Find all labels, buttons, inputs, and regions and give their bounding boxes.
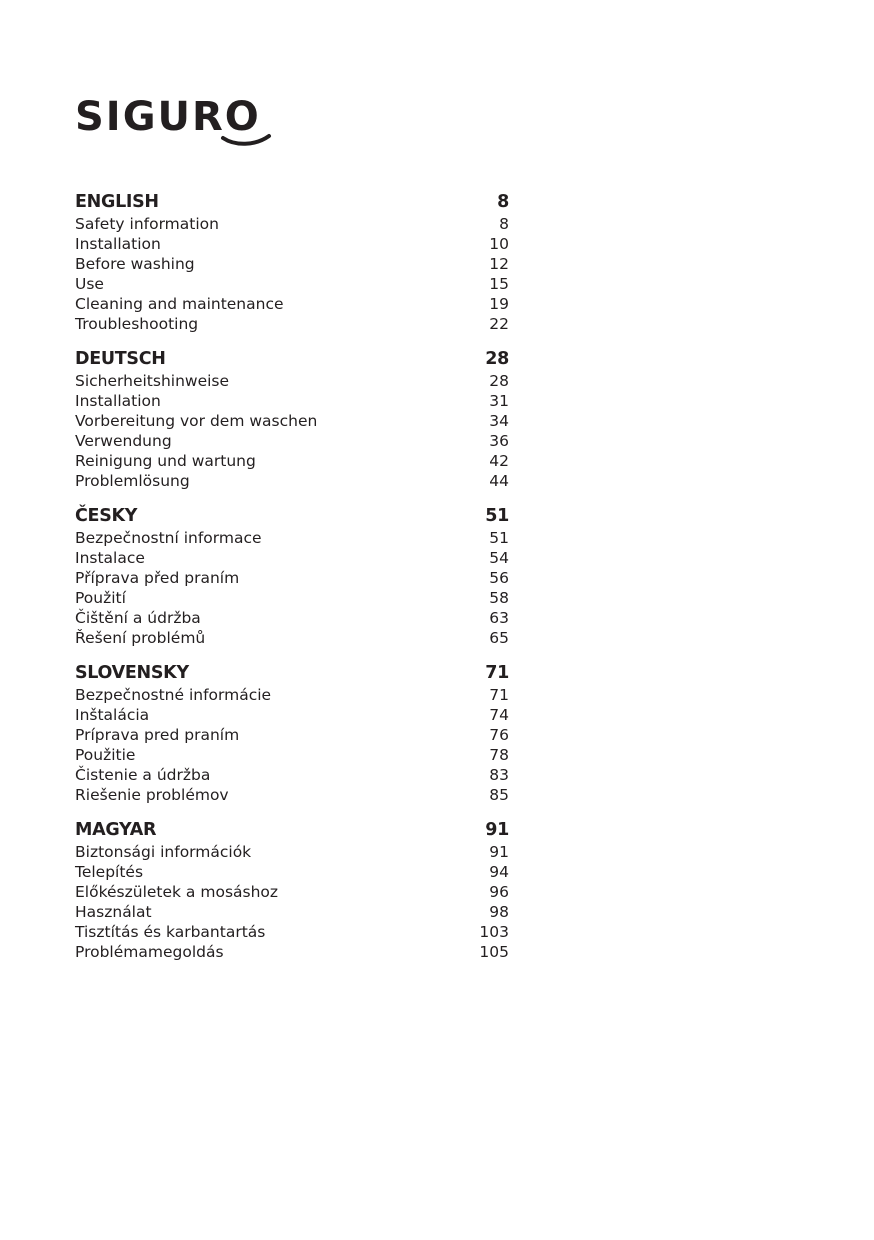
toc-entry-page: 74 bbox=[489, 706, 509, 724]
toc-entry-label: Sicherheitshinweise bbox=[75, 372, 230, 390]
toc-entry[interactable] bbox=[75, 214, 509, 234]
toc-entry-page: 28 bbox=[489, 372, 509, 390]
toc-section-title: MAGYAR bbox=[75, 820, 157, 840]
toc-entry[interactable] bbox=[75, 568, 509, 588]
toc-section-heading[interactable] bbox=[75, 818, 509, 842]
toc-entry-label: Řešení problémů bbox=[75, 629, 206, 647]
brand-logo bbox=[75, 96, 261, 146]
toc-entry-label: Előkészületek a mosáshoz bbox=[75, 883, 279, 901]
toc-entry-label: Bezpečnostní informace bbox=[75, 529, 262, 547]
toc-section-title: DEUTSCH bbox=[75, 349, 166, 369]
toc-entry[interactable] bbox=[75, 548, 509, 568]
toc-entry-page: 54 bbox=[489, 549, 509, 567]
toc-entry-label: Tisztítás és karbantartás bbox=[75, 923, 266, 941]
toc-section-page: 51 bbox=[485, 506, 509, 526]
toc-entry-page: 71 bbox=[489, 686, 509, 704]
toc-entry[interactable] bbox=[75, 862, 509, 882]
toc-entry-page: 10 bbox=[489, 235, 509, 253]
toc-entry-label: Troubleshooting bbox=[75, 315, 199, 333]
toc-entry-label: Použitie bbox=[75, 746, 136, 764]
toc-section-heading[interactable] bbox=[75, 504, 509, 528]
toc-section bbox=[75, 661, 509, 805]
toc-section-heading[interactable] bbox=[75, 347, 509, 371]
toc-entry[interactable] bbox=[75, 765, 509, 785]
toc-entry-label: Bezpečnostné informácie bbox=[75, 686, 272, 704]
toc-entry-label: Čistenie a údržba bbox=[75, 766, 211, 784]
toc-entry[interactable] bbox=[75, 745, 509, 765]
toc-entry-page: 19 bbox=[489, 295, 509, 313]
toc-entry[interactable] bbox=[75, 725, 509, 745]
toc-entry-label: Vorbereitung vor dem waschen bbox=[75, 412, 318, 430]
toc-entry-label: Use bbox=[75, 275, 104, 293]
toc-entry[interactable] bbox=[75, 411, 509, 431]
toc-entry[interactable] bbox=[75, 842, 509, 862]
toc-entry-page: 31 bbox=[489, 392, 509, 410]
toc-entry[interactable] bbox=[75, 431, 509, 451]
toc-entry-label: Problémamegoldás bbox=[75, 943, 224, 961]
toc-entry-label: Reinigung und wartung bbox=[75, 452, 256, 470]
toc-items bbox=[75, 371, 509, 491]
toc-section bbox=[75, 818, 509, 962]
toc-entry[interactable] bbox=[75, 902, 509, 922]
toc-entry-label: Safety information bbox=[75, 215, 219, 233]
toc-entry-page: 78 bbox=[489, 746, 509, 764]
toc-entry-page: 44 bbox=[489, 472, 509, 490]
toc-entry-page: 56 bbox=[489, 569, 509, 587]
toc-entry-label: Cleaning and maintenance bbox=[75, 295, 284, 313]
toc-entry[interactable] bbox=[75, 528, 509, 548]
toc-entry-page: 103 bbox=[479, 923, 509, 941]
toc-entry-label: Inštalácia bbox=[75, 706, 150, 724]
toc-section-heading[interactable] bbox=[75, 190, 509, 214]
toc-entry-page: 58 bbox=[489, 589, 509, 607]
toc-section-page: 8 bbox=[497, 192, 509, 212]
toc-entry-page: 96 bbox=[489, 883, 509, 901]
toc-entry[interactable] bbox=[75, 785, 509, 805]
toc-section-page: 28 bbox=[485, 349, 509, 369]
toc-entry-label: Príprava pred praním bbox=[75, 726, 240, 744]
toc-entry-label: Riešenie problémov bbox=[75, 786, 229, 804]
toc-entry-label: Problemlösung bbox=[75, 472, 190, 490]
toc-entry[interactable] bbox=[75, 922, 509, 942]
toc-entry-page: 36 bbox=[489, 432, 509, 450]
toc-entry-label: Installation bbox=[75, 392, 161, 410]
toc-entry[interactable] bbox=[75, 294, 509, 314]
toc-entry[interactable] bbox=[75, 391, 509, 411]
toc-section-title: SLOVENSKY bbox=[75, 663, 189, 683]
toc-items bbox=[75, 214, 509, 334]
toc-entry-page: 8 bbox=[499, 215, 509, 233]
toc-section-page: 71 bbox=[485, 663, 509, 683]
brand-logo-text: SIGURO bbox=[75, 94, 261, 140]
toc-entry-page: 51 bbox=[489, 529, 509, 547]
toc-entry-page: 63 bbox=[489, 609, 509, 627]
toc-section-title: ČESKY bbox=[75, 506, 138, 526]
toc-entry-label: Instalace bbox=[75, 549, 145, 567]
logo-swoosh-icon bbox=[75, 96, 275, 146]
toc-entry-label: Installation bbox=[75, 235, 161, 253]
toc-entry-label: Čištění a údržba bbox=[75, 609, 201, 627]
toc-entry[interactable] bbox=[75, 234, 509, 254]
toc-entry-page: 76 bbox=[489, 726, 509, 744]
toc-entry-label: Verwendung bbox=[75, 432, 172, 450]
toc-entry-page: 15 bbox=[489, 275, 509, 293]
toc-entry-page: 91 bbox=[489, 843, 509, 861]
toc-section-heading[interactable] bbox=[75, 661, 509, 685]
toc-entry[interactable] bbox=[75, 274, 509, 294]
toc-entry[interactable] bbox=[75, 685, 509, 705]
toc-entry-label: Příprava před praním bbox=[75, 569, 240, 587]
toc-section-title: ENGLISH bbox=[75, 192, 159, 212]
toc-entry-label: Before washing bbox=[75, 255, 195, 273]
toc-entry[interactable] bbox=[75, 371, 509, 391]
toc-entry[interactable] bbox=[75, 882, 509, 902]
toc-entry[interactable] bbox=[75, 705, 509, 725]
toc-entry-page: 42 bbox=[489, 452, 509, 470]
toc-entry-page: 98 bbox=[489, 903, 509, 921]
toc-items bbox=[75, 528, 509, 648]
toc-entry-label: Telepítés bbox=[75, 863, 144, 881]
toc-entry-page: 65 bbox=[489, 629, 509, 647]
toc-section bbox=[75, 190, 509, 334]
toc-entry[interactable] bbox=[75, 451, 509, 471]
toc-entry-label: Použití bbox=[75, 589, 126, 607]
toc-items bbox=[75, 842, 509, 962]
toc-entry-page: 94 bbox=[489, 863, 509, 881]
toc-entry[interactable] bbox=[75, 942, 509, 962]
toc-entry-label: Biztonsági információk bbox=[75, 843, 252, 861]
toc-entry-page: 22 bbox=[489, 315, 509, 333]
toc-entry-page: 34 bbox=[489, 412, 509, 430]
toc-items bbox=[75, 685, 509, 805]
toc-section bbox=[75, 504, 509, 648]
toc-entry[interactable] bbox=[75, 314, 509, 334]
toc-entry[interactable] bbox=[75, 254, 509, 274]
toc-entry[interactable] bbox=[75, 471, 509, 491]
toc-entry[interactable] bbox=[75, 608, 509, 628]
toc-entry-page: 83 bbox=[489, 766, 509, 784]
toc-section bbox=[75, 347, 509, 491]
table-of-contents bbox=[75, 190, 509, 975]
toc-entry-label: Használat bbox=[75, 903, 152, 921]
toc-entry-page: 12 bbox=[489, 255, 509, 273]
toc-entry-page: 85 bbox=[489, 786, 509, 804]
toc-entry-page: 105 bbox=[479, 943, 509, 961]
toc-section-page: 91 bbox=[485, 820, 509, 840]
toc-entry[interactable] bbox=[75, 588, 509, 608]
toc-entry[interactable] bbox=[75, 628, 509, 648]
